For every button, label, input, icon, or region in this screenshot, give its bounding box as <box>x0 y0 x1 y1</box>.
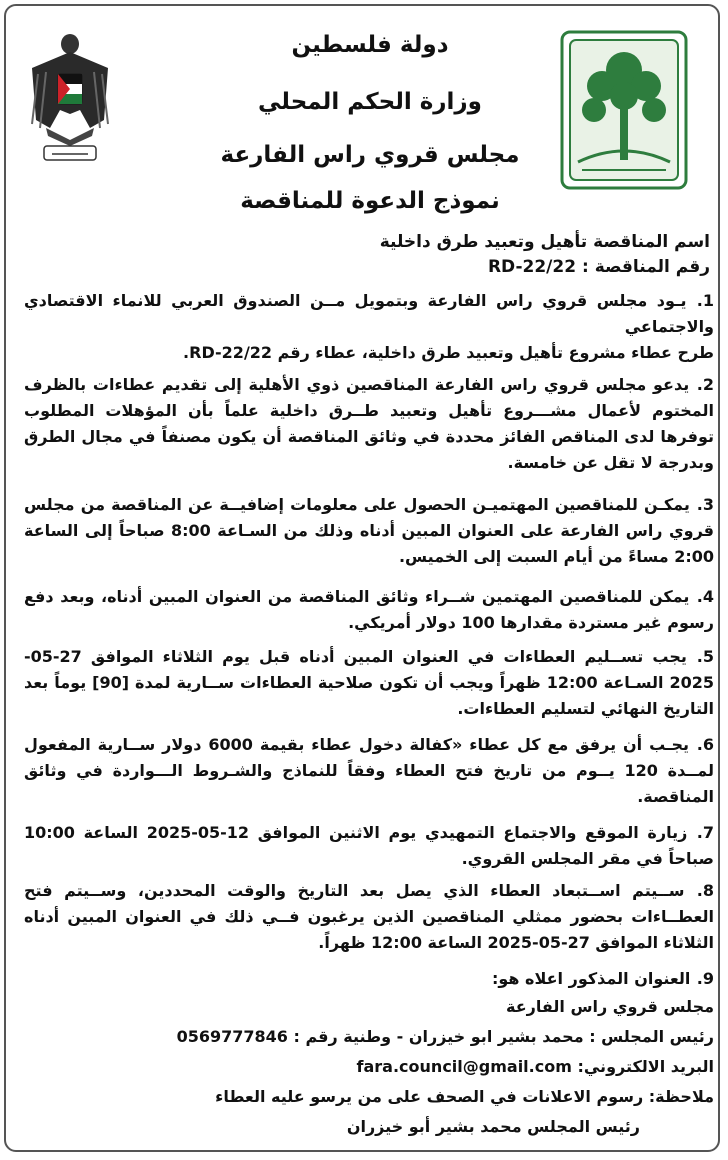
list-item <box>24 644 714 722</box>
list-item <box>24 372 714 476</box>
item-text: يـود مجلس قروي راس الفارعة وبتمويل مــن الصندوق العربي للانماء الاقتصادي والاجتماعي <box>24 291 714 336</box>
item-text: يجب تســليم العطاءات في العنوان المبين أدناه قبل يوم الثلاثاء الموافق 27-05-2025 السـاعة 12:00 ظهراً ويجب أن تكون صلاحية العطاءات ســارية لمدة [90] يوماً بعد التاريخ النهائي لتسليم العطاءات. <box>24 647 715 718</box>
list-item <box>24 492 714 570</box>
footer-head <box>24 1024 714 1050</box>
footer-council: مجلس قروي راس الفارعة <box>506 997 714 1016</box>
item-text: يجـب أن يرفق مع كل عطاء «كفالة دخول عطاء بقيمة 6000 دولار ســارية المفعول لمــدة 120 يــوم من تاريخ فتح العطاء وفقاً للنماذج والشـروط الـــواردة في وثائق المناقصة. <box>24 735 714 806</box>
email-label: البريد الالكتروني: <box>577 1057 714 1076</box>
ministry-title: وزارة الحكم المحلي <box>258 89 482 115</box>
list-item <box>24 584 714 636</box>
item-number: 9. <box>696 969 714 988</box>
tender-name: اسم المناقصة تأهيل وتعبيد طرق داخلية <box>379 232 710 252</box>
council-logo-icon <box>560 30 688 190</box>
list-item <box>24 288 714 340</box>
item-number: 5. <box>696 647 714 666</box>
item-text: ســيتم اســتبعاد العطاء الذي يصل بعد التاريخ والوقت المحددين، وســيتم فتح العطــاءات بحضور ممثلي المناقصين الذين يرغبون فــي ذلك في العنوان المبين أدناه الثلاثاء الموافق 27-05-2025 الساعة 12:00 ظهراً. <box>24 881 714 952</box>
item-number: 1. <box>696 291 714 310</box>
item-number: 7. <box>696 823 714 842</box>
list-item <box>24 966 714 992</box>
head-label: رئيس المجلس : محمد بشير ابو خيزران - وطنية رقم : <box>293 1027 714 1046</box>
state-title: دولة فلسطين <box>291 32 449 58</box>
list-item <box>24 878 714 956</box>
email-value: fara.council@gmail.com <box>356 1057 572 1076</box>
list-item <box>24 732 714 810</box>
item-text: زيارة الموقع والاجتماع التمهيدي يوم الاثنين الموافق 12-05-2025 الساعة 10:00 صباحاً في مقر المجلس القروي. <box>24 823 714 868</box>
item-number: 8. <box>696 881 714 900</box>
item-text: يمكن للمناقصين المهتمين شــراء وثائق المناقصة من العنوان المبين أدناه، وبعد دفع رسوم غير مستردة مقدارها 100 دولار أمريكي. <box>24 587 714 632</box>
footer-note: ملاحظة: رسوم الاعلانات في الصحف على من يرسو عليه العطاء <box>215 1087 714 1106</box>
item-text: العنوان المذكور اعلاه هو: <box>491 969 691 988</box>
form-title: نموذج الدعوة للمناقصة <box>240 188 500 214</box>
item-number: 4. <box>696 587 714 606</box>
item-number: 2. <box>696 375 714 394</box>
council-title: مجلس قروي راس الفارعة <box>220 142 520 168</box>
item-extra-line: طرح عطاء مشروع تأهيل وتعبيد طرق داخلية، عطاء رقم 22/RD-22. <box>183 343 714 362</box>
item-text: يدعو مجلس قروي راس الفارعة المناقصين ذوي الأهلية إلى تقديم عطاءات بالظرف المختوم لأعمال مشـــروع تأهيل وتعبيد طــرق داخلية علماً بأن المؤهلات المطلوب توفرها لدى المناقص الفائز محددة في وثائق المناقصة أن يكون مصنفاً في مجال الطرق وبدرجة لا تقل عن خامسة. <box>24 375 714 472</box>
tender-number: رقم المناقصة : 22/RD-22 <box>487 257 710 277</box>
signature: رئيس المجلس محمد بشير أبو خيزران <box>346 1117 640 1136</box>
palestine-emblem-icon <box>26 24 114 164</box>
footer-email <box>24 1054 714 1080</box>
head-id: 0569777846 <box>176 1027 288 1046</box>
item-number: 6. <box>696 735 714 754</box>
item-text: يمكـن للمناقصين المهتميـن الحصول على معلومات إضافيــة عن المناقصة من مجلس قروي راس الفارعة على العنوان المبين أدناه وذلك من السـاعة 8:00 صباحاً إلى الساعة 2:00 مساءً من أيام السبت إلى الخميس. <box>24 495 715 566</box>
list-item <box>24 820 714 872</box>
item-number: 3. <box>696 495 714 514</box>
